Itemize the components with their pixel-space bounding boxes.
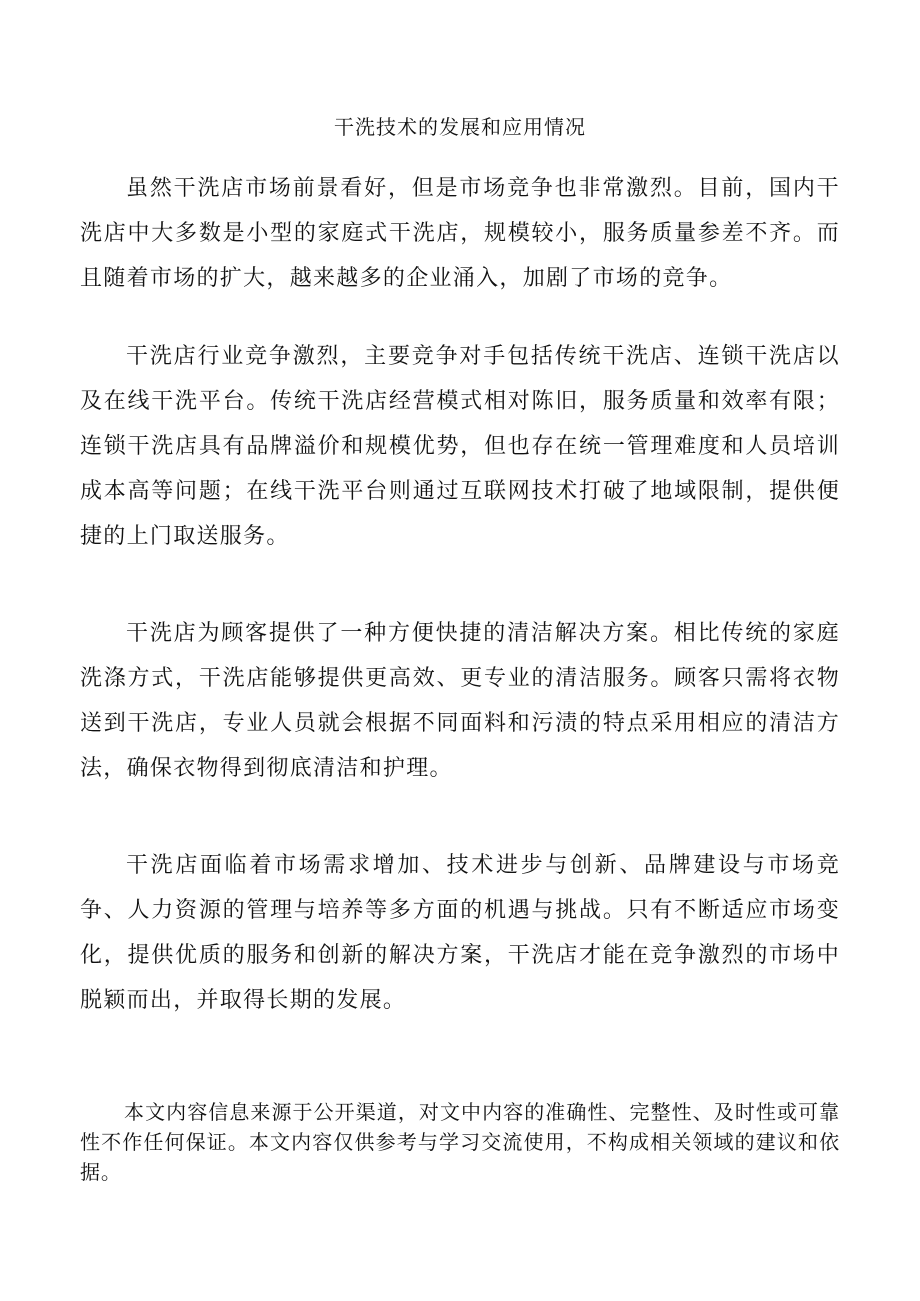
document-title: 干洗技术的发展和应用情况 — [334, 115, 586, 139]
paragraph-market-competition: 虽然干洗店市场前景看好，但是市场竞争也非常激烈。目前，国内干洗店中大多数是小型的家庭式干洗店，规模较小，服务质量参差不齐。而且随着市场的扩大，越来越多的企业涌入，加剧了市场的竞争。 — [80, 176, 840, 291]
paragraph-opportunities-challenges: 干洗店面临着市场需求增加、技术进步与创新、品牌建设与市场竞争、人力资源的管理与培养等多方面的机遇与挑战。只有不断适应市场变化，提供优质的服务和创新的解决方案，干洗店才能在竞争激烈的市场中脱颖而出，并取得长期的发展。 — [80, 853, 840, 1013]
paragraph-competitors: 干洗店行业竞争激烈，主要竞争对手包括传统干洗店、连锁干洗店以及在线干洗平台。传统干洗店经营模式相对陈旧，服务质量和效率有限；连锁干洗店具有品牌溢价和规模优势，但也存在统一管理难度和人员培训成本高等问题；在线干洗平台则通过互联网技术打破了地域限制，提供便捷的上门取送服务。 — [80, 344, 840, 549]
disclaimer: 本文内容信息来源于公开渠道，对文中内容的准确性、完整性、及时性或可靠性不作任何保证。本文内容仅供参考与学习交流使用，不构成相关领域的建议和依据。 — [80, 1100, 840, 1184]
paragraph-service-benefits: 干洗店为顾客提供了一种方便快捷的清洁解决方案。相比传统的家庭洗涤方式，干洗店能够提供更高效、更专业的清洁服务。顾客只需将衣物送到干洗店，专业人员就会根据不同面料和污渍的特点采用相应的清洁方法，确保衣物得到彻底清洁和护理。 — [80, 621, 840, 781]
